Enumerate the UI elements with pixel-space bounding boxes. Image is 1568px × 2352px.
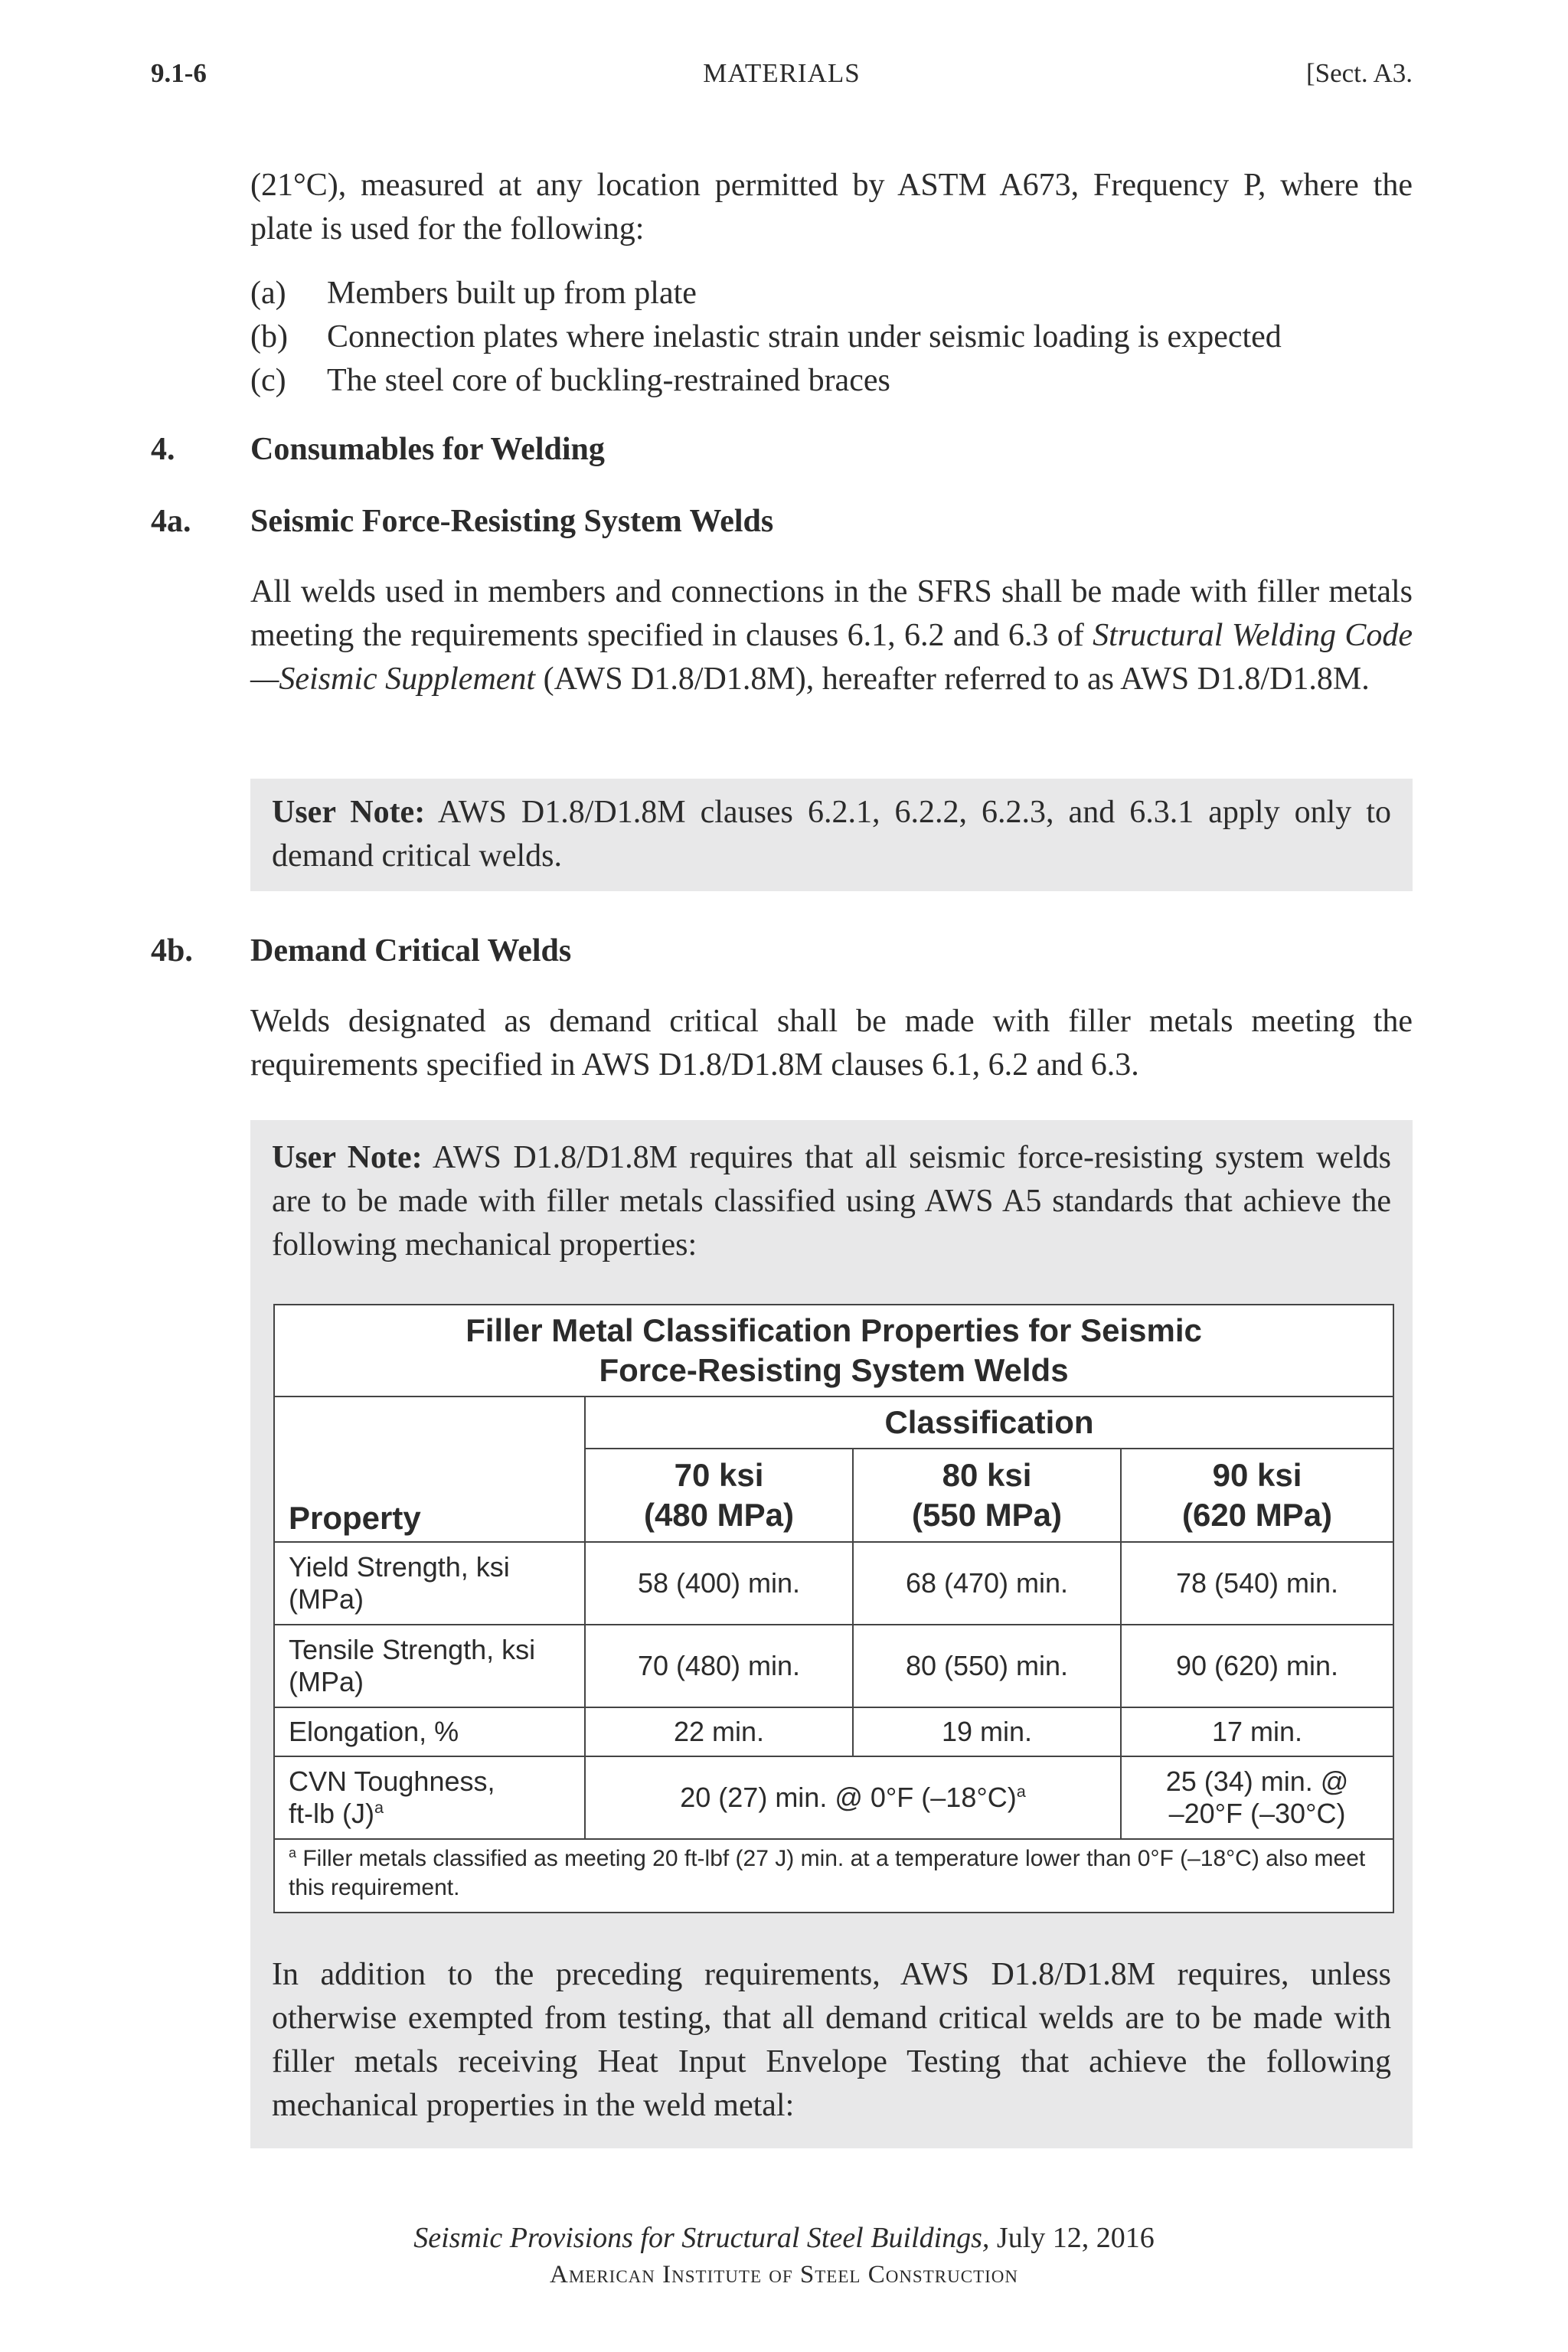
user-note-label: User Note: (272, 795, 426, 830)
publication-title: Seismic Provisions for Structural Steel Buildings, (413, 2222, 990, 2254)
grade-header (853, 1449, 1121, 1542)
list-text: Connection plates where inelastic strain under seismic loading is expected (327, 319, 1282, 354)
table-title-line: Filler Metal Classification Properties for Seismic (466, 1312, 1202, 1348)
row-label (274, 1625, 585, 1707)
row-label-line: Tensile Strength, ksi (289, 1634, 536, 1665)
table-row (274, 1625, 1393, 1707)
row-label-line: Yield Strength, ksi (289, 1551, 510, 1583)
list-marker: (b) (250, 319, 288, 354)
chapter-title: MATERIALS (703, 58, 861, 88)
section-4a-title: Seismic Force-Resisting System Welds (250, 504, 774, 539)
cell-value: 19 min. (853, 1707, 1121, 1756)
cell-value (585, 1756, 1121, 1839)
user-note-label: User Note: (272, 1140, 423, 1175)
cell-value: 58 (400) min. (585, 1542, 853, 1625)
cvn-90-line: 25 (34) min. @ (1165, 1766, 1349, 1797)
section-4a-number: 4a. (151, 504, 191, 539)
row-label-line: (MPa) (289, 1666, 364, 1697)
user-note-box (250, 779, 1413, 891)
list-item (250, 359, 890, 403)
para-text: All welds used in members and connections in the SFRS shall be made with filler metals meeting the requirements specified in clauses 6.1, 6.2 and 6.3 of (250, 574, 1413, 653)
intro-line-2: plate is used for the following: (250, 211, 645, 247)
footnote-marker: a (289, 1845, 297, 1860)
section-4a-paragraph (250, 570, 1413, 701)
cell-value: 90 (620) min. (1121, 1625, 1393, 1707)
intro-paragraph (250, 164, 1413, 251)
list-text: The steel core of buckling-restrained braces (327, 363, 890, 398)
running-header (151, 58, 1413, 96)
section-4b-paragraph (250, 1000, 1413, 1087)
standard-title: Structural Welding Code—Seismic Supplement (250, 618, 1413, 697)
row-label (274, 1756, 585, 1839)
list-marker: (a) (250, 276, 286, 311)
section-4b-number: 4b. (151, 933, 193, 969)
grade-ksi: 80 ksi (942, 1457, 1032, 1493)
grade-mpa: (550 MPa) (911, 1497, 1063, 1533)
grade-ksi: 90 ksi (1212, 1457, 1302, 1493)
merged-value: 20 (27) min. @ 0°F (–18°C) (680, 1782, 1017, 1813)
cell-value: 78 (540) min. (1121, 1542, 1393, 1625)
list-marker: (c) (250, 363, 286, 398)
row-label-line: ft-lb (J) (289, 1798, 374, 1829)
grade-header (585, 1449, 853, 1542)
para-text: Welds designated as demand critical shall be made with filler metals meeting the requirements specified in AWS D1.8/D1.8M clauses 6.1, 6.2 and 6.3. (250, 1004, 1413, 1083)
footnote-text: Filler metals classified as meeting 20 ft-lbf (27 J) min. at a temperature lower than 0°F (–18°C) also meet this requirement. (289, 1846, 1366, 1900)
footnote-ref: a (1016, 1782, 1026, 1801)
table-title-line: Force-Resisting System Welds (599, 1352, 1069, 1388)
section-4-title: Consumables for Welding (250, 432, 605, 467)
filler-metal-table (273, 1304, 1394, 1913)
publication-date: July 12, 2016 (989, 2222, 1155, 2254)
grade-mpa: (620 MPa) (1181, 1497, 1333, 1533)
cell-value: 22 min. (585, 1707, 853, 1756)
property-header: Property (274, 1396, 585, 1542)
cell-value: 80 (550) min. (853, 1625, 1121, 1707)
cell-value (1121, 1756, 1393, 1839)
cell-value: 68 (470) min. (853, 1542, 1121, 1625)
intro-line-1: (21°C), measured at any location permitted by ASTM A673, Frequency P, where the (250, 168, 1413, 203)
table-footnote (274, 1839, 1393, 1913)
cell-value: 70 (480) min. (585, 1625, 853, 1707)
table-row (274, 1542, 1393, 1625)
footnote-ref: a (374, 1798, 384, 1817)
classification-header: Classification (585, 1396, 1393, 1449)
section-reference: [Sect. A3. (1305, 58, 1413, 88)
user-note-text: AWS D1.8/D1.8M requires that all seismic force-resisting system welds are to be made with filler metals classified using AWS A5 standards that achieve the following mechanical properties: (272, 1140, 1391, 1263)
row-label-line: CVN Toughness, (289, 1766, 495, 1797)
table-title (274, 1305, 1393, 1396)
grade-ksi: 70 ksi (674, 1457, 764, 1493)
section-4-number: 4. (151, 432, 175, 467)
user-note-closing: In addition to the preceding requirements, AWS D1.8/D1.8M requires, unless otherwise exempted from testing, that all demand critical welds are to be made with filler metals receiving Heat Input Envelope Testing that achieve the following mechanical properties in the weld metal: (272, 1957, 1391, 2123)
table-row (274, 1756, 1393, 1839)
page-number: 9.1-6 (151, 58, 207, 88)
row-label (274, 1542, 585, 1625)
grade-mpa: (480 MPa) (643, 1497, 795, 1533)
cell-value: 17 min. (1121, 1707, 1393, 1756)
page-footer (0, 2219, 1568, 2292)
user-note-text: AWS D1.8/D1.8M clauses 6.2.1, 6.2.2, 6.2.3, and 6.3.1 apply only to demand critical welds. (272, 795, 1391, 874)
grade-header (1121, 1449, 1393, 1542)
row-label: Elongation, % (274, 1707, 585, 1756)
row-label-line: (MPa) (289, 1583, 364, 1615)
table-row (274, 1707, 1393, 1756)
publisher-name: American Institute of Steel Construction (550, 2261, 1018, 2288)
cvn-90-line: –20°F (–30°C) (1168, 1798, 1346, 1829)
list-text: Members built up from plate (327, 276, 697, 311)
list-item (250, 315, 1282, 359)
list-item (250, 272, 697, 315)
para-text: (AWS D1.8/D1.8M), hereafter referred to as AWS D1.8/D1.8M. (535, 662, 1370, 697)
section-4b-title: Demand Critical Welds (250, 933, 572, 969)
